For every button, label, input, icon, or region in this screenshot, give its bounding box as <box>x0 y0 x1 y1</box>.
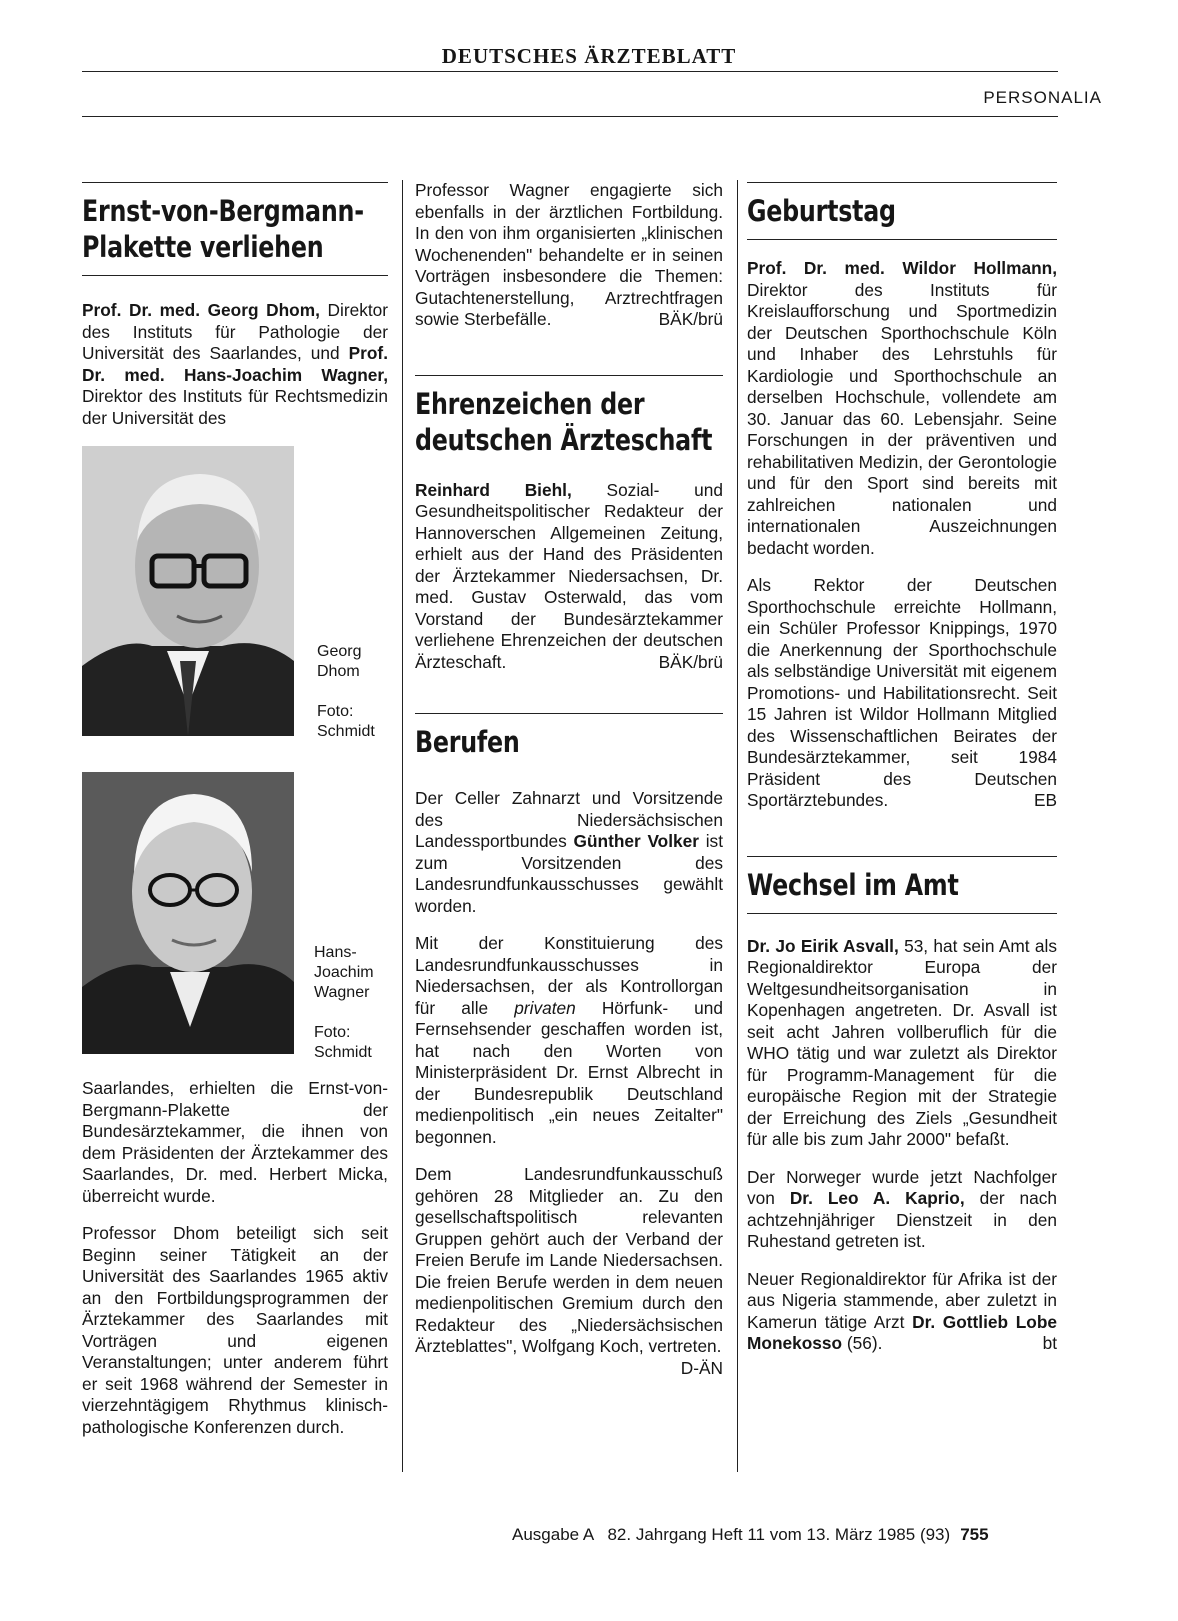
name-kaprio: Dr. Leo A. Kaprio, <box>789 1188 965 1208</box>
column-1-continued <box>82 1078 388 1454</box>
portrait-dhom <box>82 446 294 736</box>
portrait-dhom-drawing <box>82 446 294 736</box>
page-number: 755 <box>960 1525 989 1544</box>
rubric-rule <box>82 116 1058 117</box>
heading-bergmann-line2: Plakette verliehen <box>82 230 324 264</box>
heading-wechsel: Wechsel im Amt <box>747 867 959 902</box>
monekosso-para: Neuer Regionaldirektor für Afrika ist der aus Nigeria stammende, aber zuletzt in Kamerun tätige Arzt Dr. Gottlieb Lobe Monekosso (56). bt <box>747 1268 1057 1353</box>
source-eb: EB <box>1033 790 1057 810</box>
name-monekosso: Dr. Gottlieb Lobe Monekosso <box>747 1311 1057 1353</box>
heading-berufen-block <box>415 713 723 770</box>
masthead: DEUTSCHES ÄRZTEBLATT <box>441 44 737 68</box>
heading-geburtstag-block <box>747 182 1057 240</box>
name-volker: Günther Volker <box>573 831 699 851</box>
column-2 <box>415 180 723 1379</box>
name-dhom: Prof. Dr. med. Georg Dhom, <box>82 300 320 320</box>
source-bak-1: BÄK/brü <box>658 309 723 329</box>
bergmann-para3: Professor Dhom beteiligt sich seit Beginn seiner Tätigkeit an der Universität des Saarlandes 1965 aktiv an den Fortbildungsprogrammen der Ärztekammer des Saarlandes mit Vorträgen und eigenen Veranstaltungen; unter anderem führt er seit 1968 während der Semester in vierzehntägigem Rhythmus klinisch-pathologische Konferenzen durch. <box>82 1223 388 1437</box>
volker-para: Der Celler Zahnarzt und Vorsitzende des Niedersächsischen Landessportbundes Günther Volker ist zum Vorsitzenden des Landesrundfunkausschusses gewählt worden. <box>415 788 723 916</box>
column-divider-right <box>737 180 738 1472</box>
source-bak-2: BÄK/brü <box>658 651 723 672</box>
heading-wechsel-block <box>747 856 1057 914</box>
hollmann-para2: Als Rektor der Deutschen Sporthochschule erreichte Hollmann, ein Schüler Professor Knippings, 1970 die Anerkennung der Sporthochschule als selbständige Universität mit eigenem Promotions- und Habilitationsrecht. Seit 15 Jahren ist Wildor Hollmann Mitglied des Wissenschaftlichen Beirates der Bundesärztekammer, seit 1984 Präsident des Deutschen Sportärztebundes. EB <box>747 575 1057 810</box>
asvall-para: Dr. Jo Eirik Asvall, 53, hat sein Amt als Regionaldirektor Europa der Weltgesundheitsorganisation in Kopenhagen angetreten. Dr. Asvall ist seit acht Jahren vollberuflich für die WHO tätig und war zuletzt als Direktor für Programm-Management für die europäische Region mit der Strategie der Erreichung des Ziels „Gesundheit für alle bis zum Jahr 2000" befaßt. <box>747 935 1057 1149</box>
heading-berufen: Berufen <box>415 725 520 759</box>
caption-dhom: Georg Dhom Foto: Schmidt <box>317 643 375 740</box>
name-wagner: Prof. Dr. med. Hans-Joachim Wagner, <box>82 343 388 385</box>
name-asvall: Dr. Jo Eirik Asvall, <box>747 935 899 956</box>
column-divider-left <box>402 180 403 1472</box>
heading-ehrenzeichen-line2: deutschen Ärzteschaft <box>415 422 713 457</box>
portrait-wagner <box>82 772 294 1054</box>
kaprio-para: Der Norweger wurde jetzt Nachfolger von Dr. Leo A. Kaprio, der nach achtzehnjähriger Dienstzeit in den Ruhestand getreten ist. <box>747 1166 1057 1251</box>
heading-ehrenzeichen-line1: Ehrenzeichen der <box>415 386 645 421</box>
column-1 <box>82 182 388 445</box>
biehl-para: Reinhard Biehl, Sozial- und Gesundheitspolitischer Redakteur der Hannoverschen Allgemeinen Zeitung, erhielt aus der Hand des Präsidenten der Ärztekammer Niedersachsen, Dr. med. Gustav Osterwald, das vom Vorstand der Bundesärztekammer verliehene Ehrenzeichen der deutschen Ärzteschaft. BÄK/brü <box>415 479 723 672</box>
bergmann-intro: Prof. Dr. med. Georg Dhom, Direktor des Instituts für Pathologie der Universität des Saarlandes, und Prof. Dr. med. Hans-Joachim Wagner, Direktor des Instituts für Rechtsmedizin der Universität des <box>82 300 389 428</box>
heading-bergmann-block <box>82 182 388 276</box>
bergmann-para2: Saarlandes, erhielten die Ernst-von-Bergmann-Plakette der Bundesärztekammer, die ihnen von dem Präsidenten der Ärztekammer des Saarlandes, Dr. med. Herbert Micka, überreicht wurde. <box>82 1078 388 1206</box>
wagner-para: Professor Wagner engagierte sich ebenfalls in der ärztlichen Fortbildung. In den von ihm organisierten „klinischen Wochenenden" behandelte er in seinen Vorträgen insbesondere die Themen: Gutachtenerstellung, Arztrechtfragen sowie Sterbefälle. BÄK/brü <box>415 180 723 329</box>
name-biehl: Reinhard Biehl, <box>415 479 572 500</box>
page-footer <box>512 1525 989 1545</box>
heading-bergmann-line1: Ernst-von-Bergmann- <box>82 194 364 228</box>
heading-ehrenzeichen-block <box>415 375 723 468</box>
portrait-wagner-drawing <box>82 772 294 1054</box>
source-bt: bt <box>1042 1333 1057 1353</box>
column-3 <box>747 182 1057 1371</box>
mitglieder-para: Dem Landesrundfunkausschuß gehören 28 Mitglieder an. Zu den gesellschaftspolitisch relevanten Gruppen gehört auch der Verband der Freien Berufe im Lande Niedersachsen. Die freien Berufe werden in dem neuen medienpolitischen Gremium durch den Redakteur des „Niedersächsischen Ärzteblattes", Wolfgang Koch, vertreten. D-ÄN <box>415 1164 723 1378</box>
hollmann-para1: Prof. Dr. med. Wildor Hollmann, Direktor des Instituts für Kreislaufforschung und Sportmedizin der Deutschen Sporthochschule Köln und Inhaber des Lehrstuhls für Kardiologie und Sporthochschule an derselben Hochschule, vollendete am 30. Januar das 60. Lebensjahr. Seine Forschungen in der präventiven und rehabilitativen Medizin, der Gerontologie und für den Sport sind bereits mit zahlreichen nationalen und internationalen Auszeichnungen bedacht worden. <box>747 258 1057 558</box>
issue-info: Ausgabe A 82. Jahrgang Heft 11 vom 13. März 1985 (93) <box>512 1525 951 1544</box>
masthead-rule <box>82 71 1058 72</box>
name-hollmann: Prof. Dr. med. Wildor Hollmann, <box>747 258 1057 278</box>
rundfunk-para: Mit der Konstituierung des Landesrundfunkausschusses in Niedersachsen, der als Kontrollorgan für alle privaten Hörfunk- und Fernsehsender geschaffen worden ist, hat nach den Worten von Ministerpräsident Dr. Ernst Albrecht in der Bundesrepublik Deutschland medienpolitisch „ein neues Zeitalter" begonnen. <box>415 933 724 1147</box>
source-dan: D-ÄN <box>680 1357 723 1378</box>
caption-wagner: Hans- Joachim Wagner Foto: Schmidt <box>314 944 374 1061</box>
rubric-label: PERSONALIA <box>983 88 1102 107</box>
heading-geburtstag: Geburtstag <box>747 194 896 228</box>
